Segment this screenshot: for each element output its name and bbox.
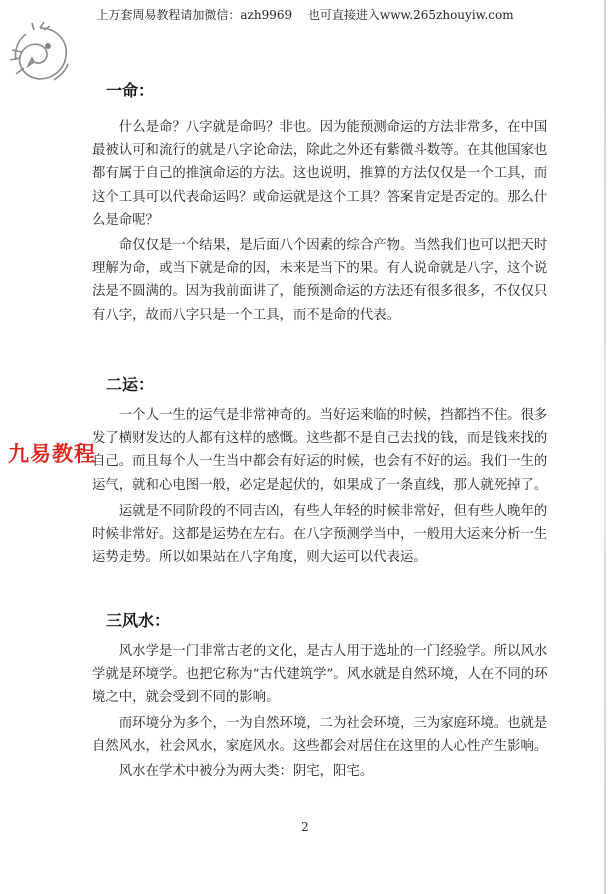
- dragon-emblem-icon: [4, 20, 76, 92]
- paragraph-ming-2: 命仅仅是一个结果，是后面八个因素的综合产物。当然我们也可以把天时理解为命，或当下就是命的因，未来是当下的果。有人说命就是八字，这个说法是不圆满的。因为我前面讲了，能预测命运的方法还有很多很多，不仅仅只有八字，故而八字只是一个工具，而不是命的代表。: [92, 238, 548, 323]
- page-number: 2: [301, 820, 309, 834]
- paragraph-yun-1: 一个人一生的运气是非常神奇的。当好运来临的时候，挡都挡不住。很多发了横财发达的人都有这样的感慨。这些都不是自己去找的钱，而是钱来找的自己。而且每个人一生当中都会有好运的时候，也会有不好的运。我们一生的运气，就和心电图一般，必定是起伏的，如果成了一条直线，那人就死掉了。: [92, 408, 548, 493]
- section-title-ming: 一命：: [106, 81, 155, 100]
- page-header: 上万套周易教程请加微信：azh9969 也可直接进入www.265zhouyiw.com: [96, 8, 514, 22]
- paragraph-fengshui-1: 风水学是一门非常古老的文化，是古人用于选址的一门经验学。所以风水学就是环境学。也把它称为“古代建筑学”。风水就是自然环境，人在不同的环境之中，就会受到不同的影响。: [92, 644, 548, 706]
- section-title-yun: 二运：: [106, 375, 155, 394]
- watermark-label: 九易教程: [8, 442, 96, 466]
- paragraph-yun-2: 运就是不同阶段的不同吉凶，有些人年轻的时候非常好，但有些人晚年的时候非常好。这都是运势在左右。在八字预测学当中，一般用大运来分析一生运势走势。所以如果站在八字角度，则大运可以代表运。: [92, 504, 548, 566]
- paragraph-fengshui-3: 风水在学术中被分为两大类：阴宅，阳宅。: [118, 764, 374, 779]
- page-edge: [604, 0, 606, 894]
- paragraph-ming-1: 什么是命？八字就是命吗？非也。因为能预测命运的方法非常多，在中国最被认可和流行的就是八字论命法，除此之外还有紫微斗数等。在其他国家也都有属于自己的推演命运的方法。这也说明，推算的方法仅仅是一个工具，而这个工具可以代表命运吗？或命运就是这个工具？答案肯定是否定的。那么什么是命呢？: [92, 120, 548, 228]
- paragraph-fengshui-2: 而环境分为多个，一为自然环境，二为社会环境，三为家庭环境。也就是自然风水，社会风水，家庭风水。这些都会对居住在这里的人心性产生影响。: [92, 716, 548, 755]
- section-title-fengshui: 三风水：: [106, 611, 171, 630]
